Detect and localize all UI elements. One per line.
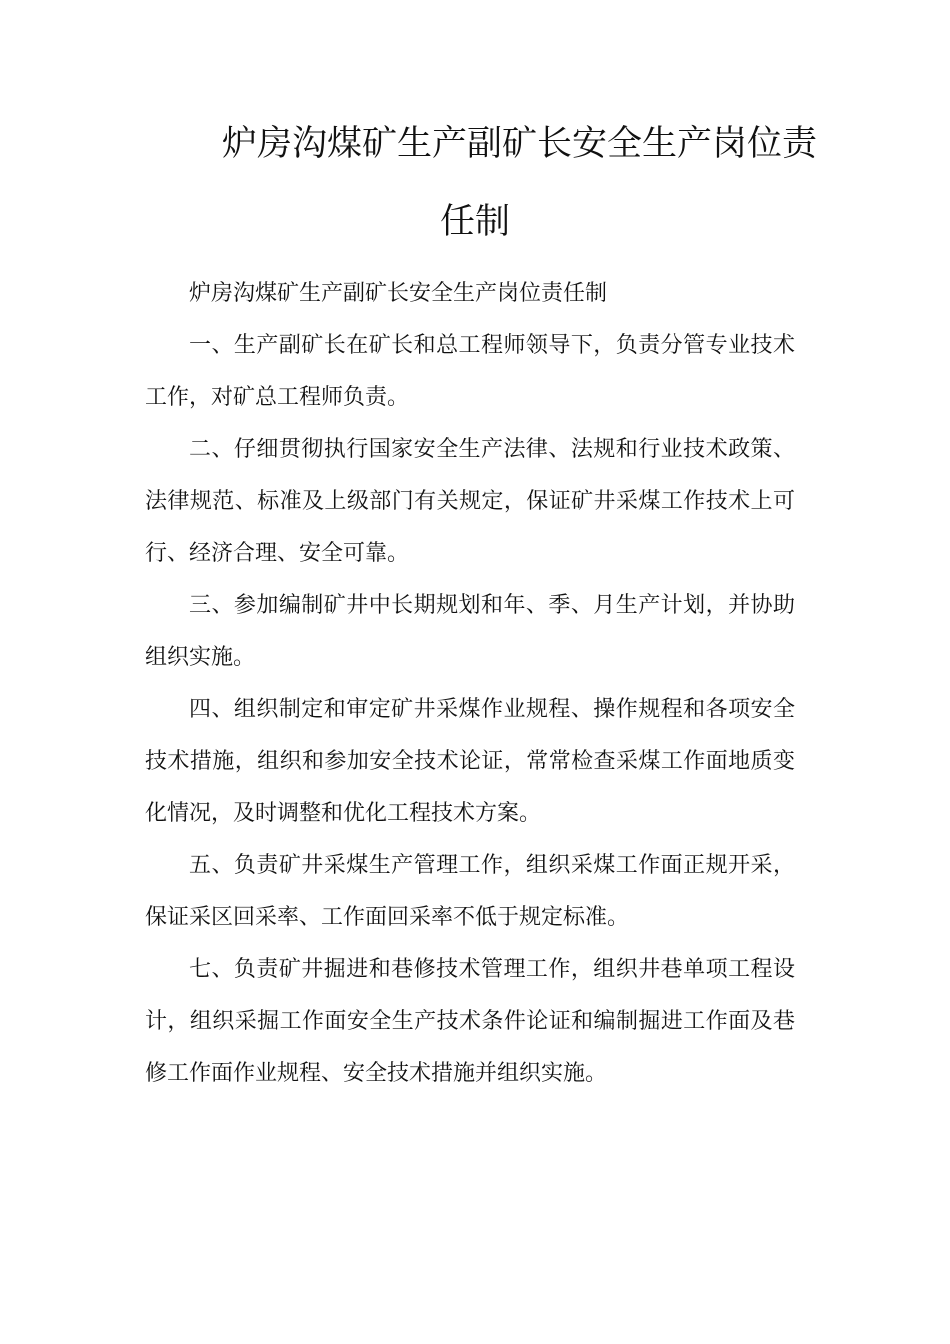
paragraph-item-5: 五、负责矿井采煤生产管理工作，组织采煤工作面正规开采，保证采区回采率、工作面回采率不低于规定标准。 <box>145 853 795 930</box>
paragraph-item-4: 四、组织制定和审定矿井采煤作业规程、操作规程和各项安全技术措施，组织和参加安全技术论证，常常检查采煤工作面地质变化情况，及时调整和优化工程技术方案。 <box>145 697 795 826</box>
paragraph-heading: 炉房沟煤矿生产副矿长安全生产岗位责任制 <box>189 281 608 306</box>
document-title-line-1: 炉房沟煤矿生产副矿长安全生产岗位责 <box>222 124 818 164</box>
paragraph-item-2: 二、仔细贯彻执行国家安全生产法律、法规和行业技术政策、法律规范、标准及上级部门有关规定，保证矿井采煤工作技术上可行、经济合理、安全可靠。 <box>145 437 795 566</box>
paragraph-item-1: 一、生产副矿长在矿长和总工程师领导下，负责分管专业技术工作，对矿总工程师负责。 <box>145 333 795 410</box>
paragraph-item-3: 三、参加编制矿井中长期规划和年、季、月生产计划，并协助组织实施。 <box>145 593 795 670</box>
paragraph-item-7: 七、负责矿井掘进和巷修技术管理工作，组织井巷单项工程设计，组织采掘工作面安全生产技术条件论证和编制掘进工作面及巷修工作面作业规程、安全技术措施并组织实施。 <box>145 957 795 1086</box>
document-body <box>145 268 795 1100</box>
document-title-line-2: 任制 <box>440 202 511 242</box>
